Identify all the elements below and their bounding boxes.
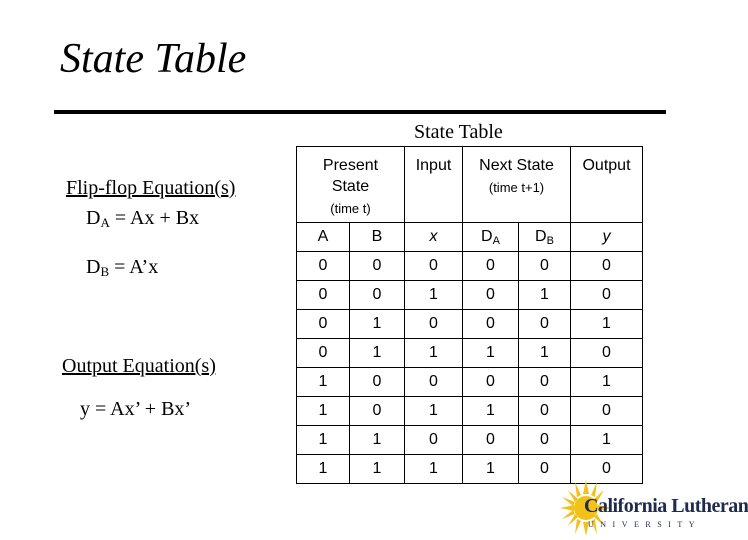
next-time-label: (time t+1): [488, 180, 545, 195]
state-table: [296, 146, 643, 484]
cell-b: 1: [350, 310, 405, 339]
cell-db: 1: [519, 281, 571, 310]
slide-title: State Table: [60, 36, 247, 82]
cell-db: 0: [519, 426, 571, 455]
cell-y: 0: [571, 397, 643, 426]
cell-a: 0: [297, 281, 350, 310]
cell-da: 0: [463, 310, 519, 339]
cell-x: 0: [405, 426, 463, 455]
next-state-label: Next State: [479, 157, 554, 174]
col-header-a: A: [297, 223, 350, 252]
col-header-da-sub: A: [492, 234, 500, 247]
cell-db: 0: [519, 397, 571, 426]
col-header-db-sub: B: [546, 234, 554, 247]
output-header: [571, 147, 643, 223]
cell-y: 1: [571, 426, 643, 455]
university-logo: [560, 478, 748, 536]
cell-da: 0: [463, 252, 519, 281]
db-expression: = A’x: [109, 256, 159, 278]
cell-b: 0: [350, 368, 405, 397]
table-row: [297, 310, 643, 339]
cell-x: 0: [405, 310, 463, 339]
da-symbol: D: [86, 207, 101, 229]
cell-a: 0: [297, 310, 350, 339]
flipflop-equations-heading: Flip-flop Equation(s): [66, 177, 236, 199]
column-header-row: [297, 223, 643, 252]
cell-a: 1: [297, 426, 350, 455]
cell-b: 1: [350, 426, 405, 455]
cell-y: 0: [571, 455, 643, 484]
cell-b: 1: [350, 339, 405, 368]
cell-da: 1: [463, 339, 519, 368]
col-header-db: [519, 223, 571, 252]
col-header-db-d: D: [535, 227, 547, 245]
cell-a: 1: [297, 397, 350, 426]
input-header: [405, 147, 463, 223]
cell-da: 0: [463, 426, 519, 455]
col-header-x: x: [405, 223, 463, 252]
input-label: Input: [415, 157, 452, 174]
da-equation: [86, 207, 199, 231]
table-row: [297, 339, 643, 368]
cell-x: 0: [405, 368, 463, 397]
title-divider: [54, 110, 666, 114]
db-subscript: B: [100, 264, 110, 279]
next-state-header: [463, 147, 571, 223]
cell-db: 0: [519, 368, 571, 397]
cell-da: 0: [463, 281, 519, 310]
y-equation: y = Ax’ + Bx’: [80, 398, 192, 420]
present-time-label: (time t): [330, 201, 371, 216]
output-equations-heading: Output Equation(s): [62, 355, 216, 377]
output-label: Output: [582, 157, 631, 174]
table-group-header-row: [297, 147, 643, 223]
cell-db: 0: [519, 310, 571, 339]
cell-x: 1: [405, 397, 463, 426]
cell-y: 1: [571, 368, 643, 397]
cell-x: 0: [405, 252, 463, 281]
cell-b: 0: [350, 397, 405, 426]
table-row: [297, 426, 643, 455]
cell-x: 1: [405, 281, 463, 310]
cell-y: 0: [571, 281, 643, 310]
table-row: [297, 397, 643, 426]
cell-a: 0: [297, 252, 350, 281]
cell-y: 1: [571, 310, 643, 339]
logo-name: California Lutheran: [584, 495, 748, 517]
cell-x: 1: [405, 339, 463, 368]
col-header-da-d: D: [481, 227, 493, 245]
cell-da: 1: [463, 455, 519, 484]
cell-y: 0: [571, 252, 643, 281]
da-subscript: A: [100, 215, 110, 230]
cell-da: 1: [463, 397, 519, 426]
cell-b: 0: [350, 252, 405, 281]
logo-university: UNIVERSITY: [588, 520, 701, 529]
cell-b: 1: [350, 455, 405, 484]
cell-da: 0: [463, 368, 519, 397]
db-symbol: D: [86, 256, 101, 278]
cell-a: 1: [297, 455, 350, 484]
cell-x: 1: [405, 455, 463, 484]
col-header-b: B: [350, 223, 405, 252]
table-row: [297, 252, 643, 281]
cell-a: 0: [297, 339, 350, 368]
table-row: [297, 281, 643, 310]
cell-db: 0: [519, 252, 571, 281]
cell-y: 0: [571, 339, 643, 368]
col-header-y: y: [571, 223, 643, 252]
present-state-label: Present State: [322, 157, 379, 195]
da-expression: = Ax + Bx: [109, 207, 200, 229]
db-equation: [86, 256, 158, 280]
cell-b: 0: [350, 281, 405, 310]
table-caption: State Table: [414, 121, 503, 143]
present-state-header: [297, 147, 405, 223]
table-body: [297, 252, 643, 484]
col-header-da: [463, 223, 519, 252]
cell-db: 1: [519, 339, 571, 368]
cell-db: 0: [519, 455, 571, 484]
cell-a: 1: [297, 368, 350, 397]
table-row: [297, 368, 643, 397]
